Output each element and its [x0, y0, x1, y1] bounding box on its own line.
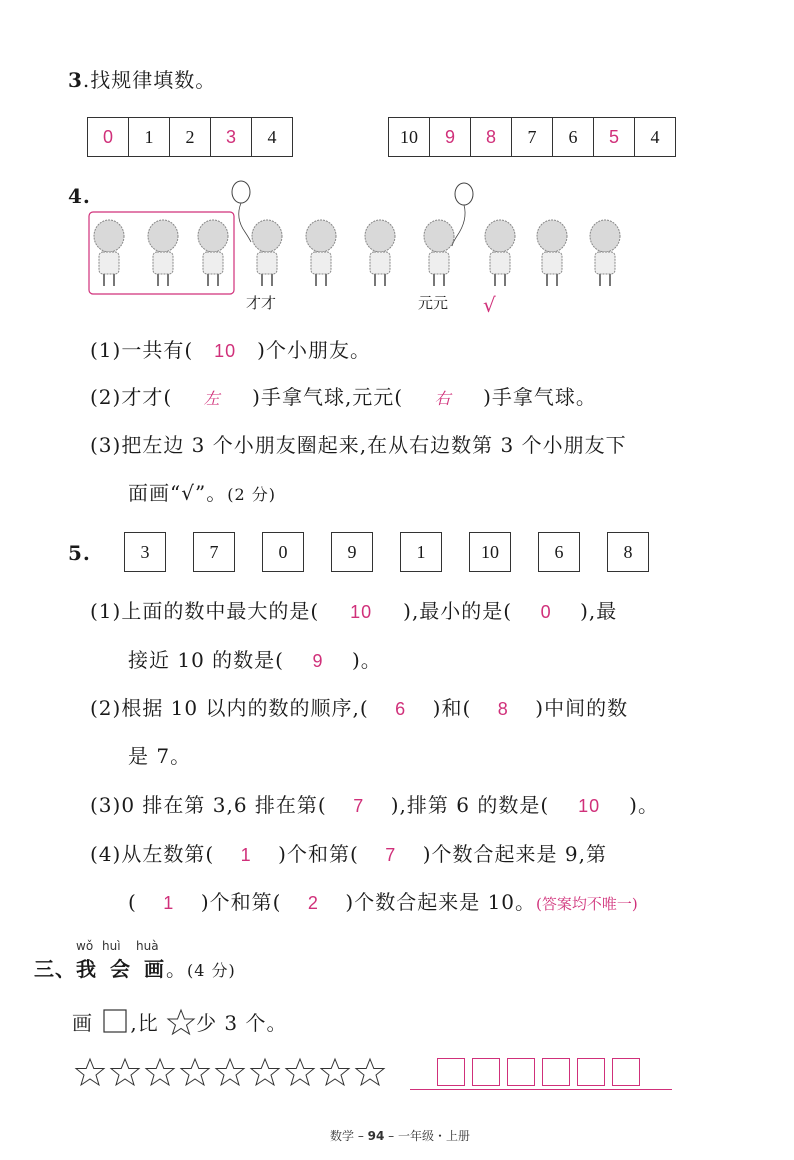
answer-blank: 左: [203, 389, 221, 408]
child-figure-icon: [537, 220, 567, 286]
child-figure-icon: [94, 220, 124, 286]
star-icon: [284, 1057, 316, 1091]
sequence-cell: 6: [553, 118, 594, 156]
drawn-square: [577, 1058, 605, 1086]
sequence-cell: 8: [471, 118, 512, 156]
answer-blank: 1: [240, 845, 252, 865]
name-caicai: 才才: [246, 294, 277, 312]
sequence-cell: 5: [594, 118, 635, 156]
section3-title: 三、我 会 画。(4 分): [34, 957, 236, 981]
number-box: 9: [331, 532, 373, 572]
score: (2 分): [227, 485, 276, 504]
q5-part2: (2)根据 10 以内的数的顺序,( 6 )和( 8 )中间的数: [90, 696, 629, 720]
number-box: 10: [469, 532, 511, 572]
q5-part4-line2: ( 1 )个和第( 2 )个数合起来是 10。(答案均不唯一): [128, 890, 638, 914]
drawn-square: [437, 1058, 465, 1086]
child-figure-icon: [424, 220, 454, 286]
star-icon: [354, 1057, 386, 1091]
sequence-cell: 2: [170, 118, 211, 156]
number-box: 7: [193, 532, 235, 572]
sequence-cell: 0: [88, 118, 129, 156]
score: (4 分): [187, 961, 236, 980]
answer-blank: 10: [578, 796, 601, 816]
answer-blank: 10: [214, 341, 237, 361]
drawn-square: [612, 1058, 640, 1086]
star-icon: [166, 1008, 196, 1036]
drawn-square: [542, 1058, 570, 1086]
answer-blank: 7: [385, 845, 397, 865]
q4-part3-line1: (3)把左边 3 个小朋友圈起来,在从右边数第 3 个小朋友下: [90, 433, 627, 457]
q5-part4: (4)从左数第( 1 )个和第( 7 )个数合起来是 9,第: [90, 842, 607, 866]
number-box: 3: [124, 532, 166, 572]
sequence-cell: 4: [650, 126, 660, 147]
star-icon: [214, 1057, 246, 1091]
draw-instruction: 画 ,比 少 3 个。: [72, 1008, 288, 1036]
q5-part2-line2: 是 7。: [128, 744, 192, 768]
balloon-icon: [232, 181, 251, 242]
child-figure-icon: [485, 220, 515, 286]
star-icon: [109, 1057, 141, 1091]
balloon-icon: [452, 183, 473, 246]
q3-number: 3: [68, 68, 83, 92]
star-icon: [179, 1057, 211, 1091]
answer-blank: 2: [307, 893, 319, 913]
check-mark: √: [483, 293, 496, 317]
answer-blank: 8: [497, 699, 509, 719]
q5-part1-line2: 接近 10 的数是( 9 )。: [128, 648, 382, 672]
q3-sequence-right: [388, 117, 676, 157]
sequence-cell: 10: [389, 118, 430, 156]
q4-part2: (2)才才( 左 )手拿气球,元元( 右 )手拿气球。: [90, 385, 597, 409]
child-figure-icon: [252, 220, 282, 286]
q5-title: 5.: [68, 541, 91, 565]
sequence-cell: 7: [512, 118, 553, 156]
answer-blank: 右: [434, 389, 452, 408]
page-footer: 数学 – 94 – 一年级・上册: [329, 1129, 470, 1143]
child-figure-icon: [148, 220, 178, 286]
q5-part1: (1)上面的数中最大的是( 10 ),最小的是( 0 ),最: [90, 599, 618, 623]
answer-blank: 10: [350, 602, 373, 622]
number-box: 6: [538, 532, 580, 572]
q4-part3-line2: 面画“√”。(2 分): [128, 481, 276, 505]
answer-note: (答案均不唯一): [536, 895, 638, 913]
q4-title: 4.: [68, 184, 91, 208]
sequence-cell: 3: [211, 118, 252, 156]
star-icon: [144, 1057, 176, 1091]
answer-blank: 7: [353, 796, 365, 816]
pinyin-row: wǒ huì huà: [76, 939, 159, 953]
answer-blank: 1: [163, 893, 175, 913]
q4-part1: (1)一共有( 10 )个小朋友。: [90, 338, 371, 362]
drawn-square: [507, 1058, 535, 1086]
drawn-square: [472, 1058, 500, 1086]
q3-sequence-left: [87, 117, 293, 157]
answer-line: [410, 1089, 672, 1090]
q3-title: [68, 68, 216, 92]
child-figure-icon: [198, 220, 228, 286]
answer-blank: 9: [312, 651, 324, 671]
sequence-cell: 1: [129, 118, 170, 156]
child-figure-icon: [365, 220, 395, 286]
q5-part3: (3)0 排在第 3,6 排在第( 7 ),排第 6 的数是( 10 )。: [90, 793, 659, 817]
sequence-cell: 4: [267, 126, 277, 147]
star-icon: [249, 1057, 281, 1091]
child-figure-icon: [590, 220, 620, 286]
star-icon: [319, 1057, 351, 1091]
answer-blank: 0: [540, 602, 552, 622]
q3-title-text: .找规律填数。: [82, 68, 217, 92]
number-box: 8: [607, 532, 649, 572]
children-illustration: [85, 180, 645, 320]
name-yuanyuan: 元元: [418, 294, 449, 312]
square-icon: [100, 1008, 130, 1034]
number-box: 1: [400, 532, 442, 572]
sequence-cell: 9: [430, 118, 471, 156]
child-figure-icon: [306, 220, 336, 286]
star-icon: [74, 1057, 106, 1091]
answer-blank: 6: [395, 699, 407, 719]
number-box: 0: [262, 532, 304, 572]
